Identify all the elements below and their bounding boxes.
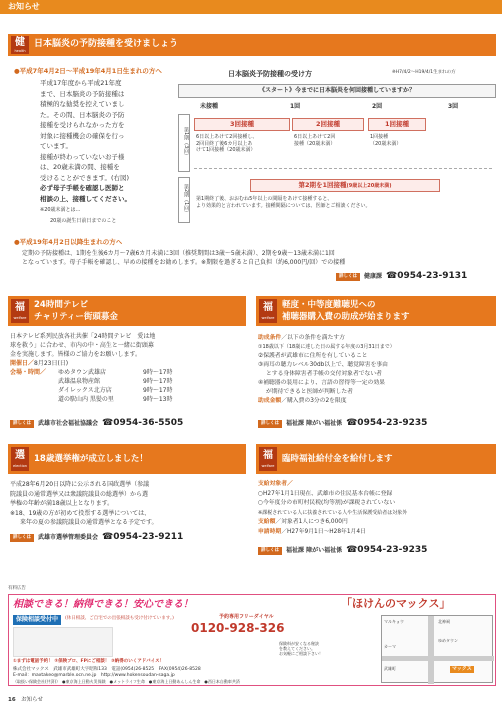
ad-dial-label: 予約専用フリーダイヤル [219,614,274,620]
encephalitis-body: 平成17年度から平成21年度 まで、日本脳炎の予防接種は 積極的な勧奨を控えていまし た。その間、日本脳炎の予防 接種を受けられなかった方を 対象に接種機会の確保を行っ ています。 接種が終わっていないお子様 は、20歳未満の間、接種を 受けることができます。(右図) 必ず母子手帳を確認し医師と 相談の上、接種してください。 ※20歳未満とは… 20歳の誕生日前日までのこと [40,79,131,224]
hearing-aid-contact: 詳しくは 福祉課 障がい福祉係 ☎0954-23-9235 [258,418,427,430]
encephalitis-contact: 詳しくは 健康課 ☎0954-23-9131 [336,271,467,283]
page-footer [8,697,43,704]
charity-body: 日本テレビ系列民放各社共催「24時間テレビ 愛は地 球を救う」に合わせ、市内の中・高生と一緒に街頭募 金を実施します。皆様のご協力をお願いします。 開催日／8月23日(日) 会場・時間／ ゆめタウン武雄店 9時～17時 武雄温泉物産館 9時～17時 ダイレックス北方店 9時～17時 道の駅山内 黒髪の里 9時～13時 [10,333,173,403]
ad-company: 株式会社マックス 武雄市武雄町大字昭和133 電話(0954)26-8525 FAX(0954)26-8528 [13,667,201,672]
welfare-badge-2: 福 welfare [259,299,277,323]
term-2-box: 第2期を1回接種(9歳以上20歳未満) [250,179,440,192]
section-bar [0,0,502,14]
election-body: 平成28年6月20日以降に公示される国政選挙（参議 院議員の通常選挙又は衆議院議員の総選挙）から選 挙権の年齢が満18歳以上となります。 ※18、19歳の方が初めて投票する選挙については、 来年の夏の参議院議員の通常選挙となる予定です。 [10,481,158,526]
term-2-label: 第2期（1回） [178,177,190,223]
map-label-2: ゆめタウン [438,638,458,643]
election-badge: 選 election [11,447,29,471]
dose-1-box: 1回接種 [368,118,426,131]
charity-title: 24時間テレビ チャリティー街頭募金 [34,300,118,322]
benefit-title: 臨時福祉給付金を給付します [282,454,393,464]
benefit-body: 支給対象者／ ○H27年1月1日現在、武雄市の住民基本台帳に登録 ○今年度分の市町村民税(均等割)が課税されていない ※課税されている人に扶養されている人や生活保護受給者は対象外 支給額／対象者1人につき6,000円 申請時期／H27年9月1日～H28年1月4日 [258,481,408,535]
column-3: 3回 [448,103,459,110]
election-contact: 詳しくは 武雄市選挙管理委員会 ☎0954-23-9211 [10,532,183,544]
ad-consult-sub: (休日相談、ご自宅での出張相談も受け付けています。) [65,616,174,621]
welfare-badge: 福 welfare [11,299,29,323]
map-label-1: 北神祠 [438,619,450,624]
page-number: 16 [8,697,16,703]
ad-map [381,615,493,683]
encephalitis-subheading-2: ●平成19年4月2日以降生まれの方へ [14,238,123,246]
term-1-label: 第1期（3回） [178,114,190,172]
map-label-3: カーマ [384,644,396,649]
welfare-badge-3: 福 welfare [259,447,277,471]
hearing-aid-title: 軽度・中等度難聴児への 補聴器購入費の助成が始まります [282,300,410,322]
encephalitis-title: 日本脳炎の予防接種を受けましょう [34,39,179,49]
map-label-4: 武雄町 [384,666,396,671]
section-title: お知らせ [8,2,40,11]
encephalitis-body-2: 定期の予防接種は、1期を生後6カ月～7歳6カ月未満に3回（推奨期間は3歳～5歳未満）、2期を9歳～13歳未満に1回 となっています。母子手帳を確認し、早めの接種をお勧めします。※期限を過ぎると自己負担（約6,000円/回）での接種 [22,250,346,266]
term-2-text: 第1期終了後、おおむね5年以上の間隔をあけて接種すると、 より効果的と言われています。接種間隔については、医師とご相談ください。 [196,196,371,209]
map-label-0: マルキョウ [384,619,404,624]
charity-header [8,296,246,326]
diagram-divider [194,168,492,172]
ad-label: 有料広告 [8,586,26,591]
benefit-contact: 詳しくは 福祉課 障がい福祉係 ☎0954-23-9235 [258,545,427,557]
dose-2-box: 2回接種 [292,118,364,131]
election-header [8,444,246,474]
diagram-title: 日本脳炎予防接種の受け方 [228,70,312,78]
ad-speech: 保険料が安くなる秘訣 を教えてください。 お気軽にご相談下さい！ [279,641,323,657]
column-0: 未接種 [200,103,219,110]
hearing-aid-body: 助成条件／以下の条件を満たす方 ①18歳以下（18歳に達した日の属する年度の3月31日まで） ②保護者が武雄市に住所を有していること ③両耳の聴力レベル30db以上で、聴覚障害を事由 とする身体障害者手帳の交付対象者でない者 ④補聴器の装用により、言語の習得等一定の効果 が期待できると医師が判断した者 助成金額／購入費の3分の2を限度 [258,335,395,404]
dose-1-text: 1回接種 （20歳未満） [370,134,402,147]
charity-contact: 詳しくは 武雄市社会福祉協議会 ☎0954-36-5505 [10,418,183,430]
dose-3-text: 6日以上あけて2回接種し、 2回目終了後6カ月以上あ けて1回接種（20歳未満） [196,134,258,153]
column-1: 1回 [290,103,301,110]
map-road-vertical [428,616,434,684]
ad-brand: 「ほけんのマックス」 [341,597,451,610]
ad-dial-number: 0120-928-326 [191,621,285,635]
ad-insurers: （取扱い保険会社(共済)） ●東京海上日動火災保険 ●メットライフ生命 ●東京海上日動あんしん生命 ●西日本自動車共済 [13,679,240,684]
diagram-start-box: 《スタート》今までに日本脳炎を何回接種していますか？ [178,84,496,98]
encephalitis-subheading-1: ●平成7年4月2日～平成19年4月1日生まれの方へ [14,67,162,75]
ad-points: ①まずは電話予約！ ②保険ブロ、FPにご相談！ ③納得のいくアドバイス！ [13,659,165,664]
column-2: 2回 [372,103,383,110]
ad-consult-label: 保険相談受付中 [13,615,61,625]
diagram-target-note: ※H7/4/2～H19/4/1生まれの方 [392,70,456,75]
hearing-aid-header [256,296,496,326]
health-badge: 健 health [11,36,29,54]
election-title: 18歳選挙権が成立しました！ [34,454,148,464]
dose-3-box: 3回接種 [194,118,290,131]
encephalitis-header [8,34,496,56]
benefit-header [256,444,496,474]
ad-photo [13,627,113,657]
ad-headline: 相談できる！納得できる！安心できる！ [13,599,193,610]
map-road-horizontal [382,656,494,661]
ad-email: E-mail：maxtakeo@marble.ocn.ne.jp http://www.hokensoudan-saga.jp [13,673,175,678]
dose-2-text: 6日以上あけて2回 接種（20歳未満） [294,134,336,147]
advertisement [8,594,496,686]
footer-section: お知らせ [21,697,44,703]
map-shop-marker: マックス [452,666,472,672]
